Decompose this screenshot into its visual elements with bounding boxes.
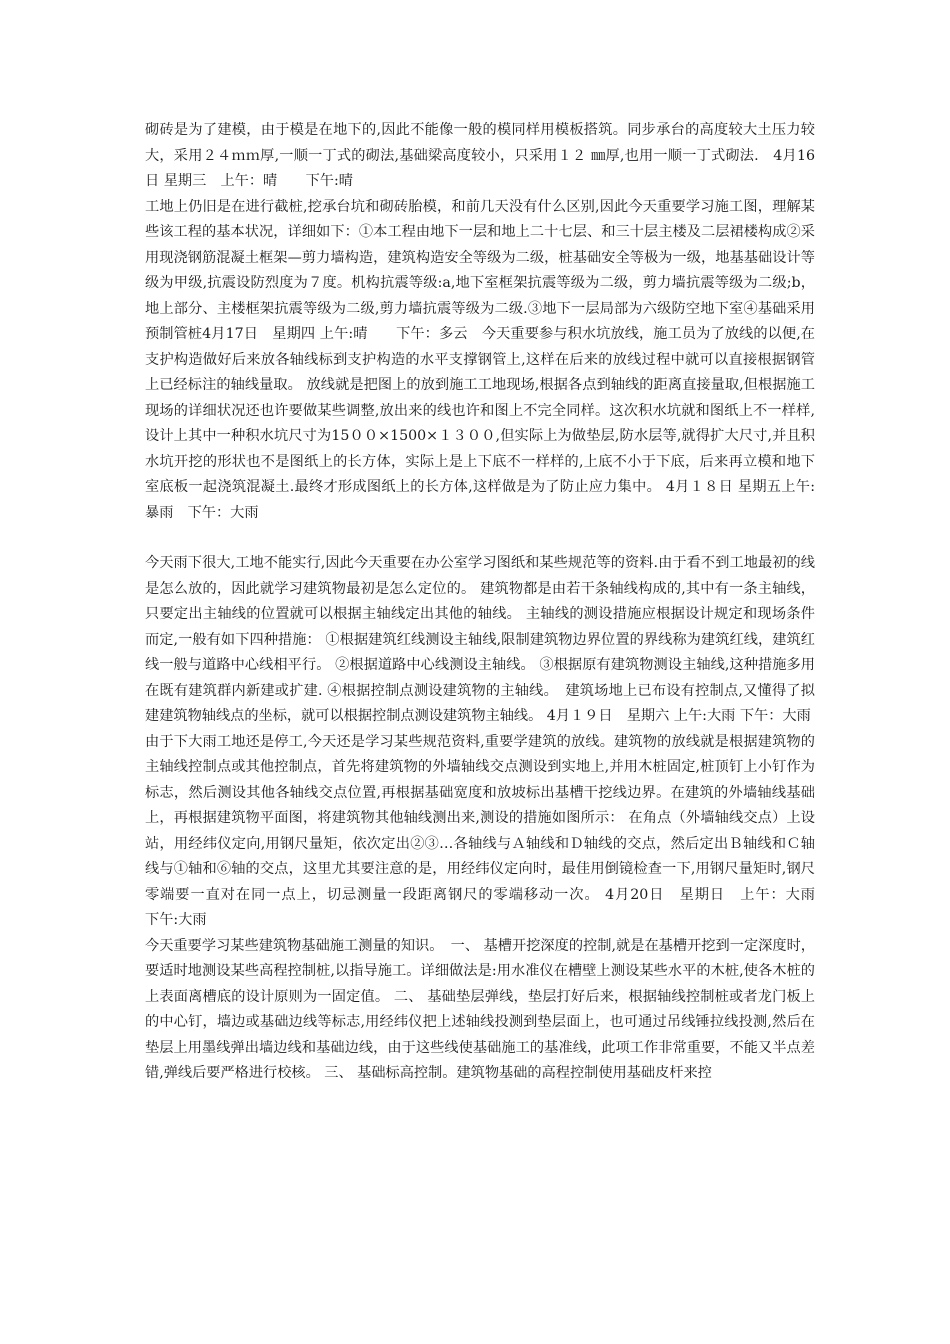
paragraph-2: 工地上仍旧是在进行截桩,挖承台坑和砌砖胎模，和前几天没有什么区别,因此今天重要学习施工图，理解某些该工程的基本状况，详细如下：①本工程由地下一层和地上二十七层、和三十层主楼及二层裙楼构成②采用现浇钢筋混凝土框架—剪力墙构造，建筑构造安全等级为二级，桩基础安全等极为一级，地基基础设计等级为甲级,抗震设防烈度为７度。机构抗震等级:a,地下室框架抗震等级为二级，剪力墙抗震等级为二级;b，地上部分、主楼框架抗震等级为二级,剪力墙抗震等级为二级.③地下一层局部为六级防空地下室④基础采用预制管桩4月17日 星期四 上午:晴 下午：多云 今天重要参与积水坑放线，施工员为了放线的以便,在支护构造做好后来放各轴线标到支护构造的水平支撑钢管上,这样在后来的放线过程中就可以直接根据钢管上已经标注的轴线量取。 放线就是把图上的放到施工工地现场,根据各点到轴线的距离直接量取,但根据施工现场的详细状况还也许要做某些调整,放出来的线也许和图上不完全同样。这次积水坑就和图纸上不一样样,设计上其中一种积水坑尺寸为15００×1500×１３００,但实际上为做垫层,防水层等,就得扩大尺寸,并且积水坑开挖的形状也不是图纸上的长方体，实际上是上下底不一样样的,上底不小于下底，后来再立模和地下室底板一起浇筑混凝土.最终才形成图纸上的长方体,这样做是为了防止应力集中。 4月１８日 星期五上午:暴雨 下午：大雨 (145, 198, 815, 521)
paragraph-5: 今天重要学习某些建筑物基础施工测量的知识。 一、 基槽开挖深度的控制,就是在基槽开挖到一定深度时，要适时地测设某些高程控制桩,以指导施工。详细做法是:用水准仪在槽壁上测设某些水平的木桩,使各木桩的上表面离槽底的设计原则为一固定值。 二、 基础垫层弹线，垫层打好后来，根据轴线控制桩或者龙门板上的中心钉，墙边或基础边线等标志,用经纬仪把上述轴线投测到垫层面上，也可通过吊线锤拉线投测,然后在垫层上用墨线弹出墙边线和基础边线，由于这些线使基础施工的基准线，此项工作非常重要，不能又半点差错,弹线后要严格进行校核。 三、 基础标高控制。建筑物基础的高程控制使用基础皮杆来控 (145, 937, 815, 1081)
paragraph-4: 由于下大雨工地还是停工,今天还是学习某些规范资料,重要学建筑的放线。建筑物的放线就是根据建筑物的主轴线控制点或其他控制点，首先将建筑物的外墙轴线交点测设到实地上,并用木桩固定,桩顶钉上小钉作为标志，然后测设其他各轴线交点位置,再根据基础宽度和放坡标出基槽干挖线边界。在建筑的外墙轴线基础上，再根据建筑物平面图，将建筑物其他轴线测出来,测设的措施如图所示： 在角点（外墙轴线交点）上设站，用经纬仪定向,用钢尺量矩，依次定出②③…各轴线与Ａ轴线和Ｄ轴线的交点，然后定出Ｂ轴线和Ｃ轴线与①轴和⑥轴的交点，这里尤其要注意的是，用经纬仪定向时，最佳用倒镜检查一下,用钢尺量矩时,钢尺零端要一直对在同一点上，切忌测量一段距离钢尺的零端移动一次。 4月20日 星期日 上午：大雨 下午:大雨 (145, 733, 844, 928)
paragraph-3: 今天雨下很大,工地不能实行,因此今天重要在办公室学习图纸和某些规范等的资料.由于看不到工地最初的线是怎么放的，因此就学习建筑物最初是怎么定位的。 建筑物都是由若干条轴线构成的,其中有一条主轴线，只要定出主轴线的位置就可以根据主轴线定出其他的轴线。 主轴线的测设措施应根据设计规定和现场条件而定,一般有如下四种措施： ①根据建筑红线测设主轴线,限制建筑物边界位置的界线称为建筑红线，建筑红线一般与道路中心线相平行。 ②根据道路中心线测设主轴线。 ③根据原有建筑物测设主轴线,这种措施多用在既有建筑群内新建或扩建. ④根据控制点测设建筑物的主轴线。 建筑场地上已布设有控制点,又懂得了拟建建筑物轴线点的坐标，就可以根据控制点测设建筑物主轴线。 4月１９日 星期六 上午:大雨 下午：大雨 (145, 555, 815, 724)
paragraph-spacer (145, 526, 815, 551)
paragraph-1: 砌砖是为了建模，由于模是在地下的,因此不能像一般的模同样用模板搭筑。同步承台的高度较大土压力较大，采用２４ｍｍ厚,一顺一丁式的砌法,基础梁高度较小，只采用１２ ㎜厚,也用一顺一丁式砌法. 4月16日 星期三 上午：晴 下午:晴 (145, 122, 815, 189)
document-body (145, 118, 844, 1087)
